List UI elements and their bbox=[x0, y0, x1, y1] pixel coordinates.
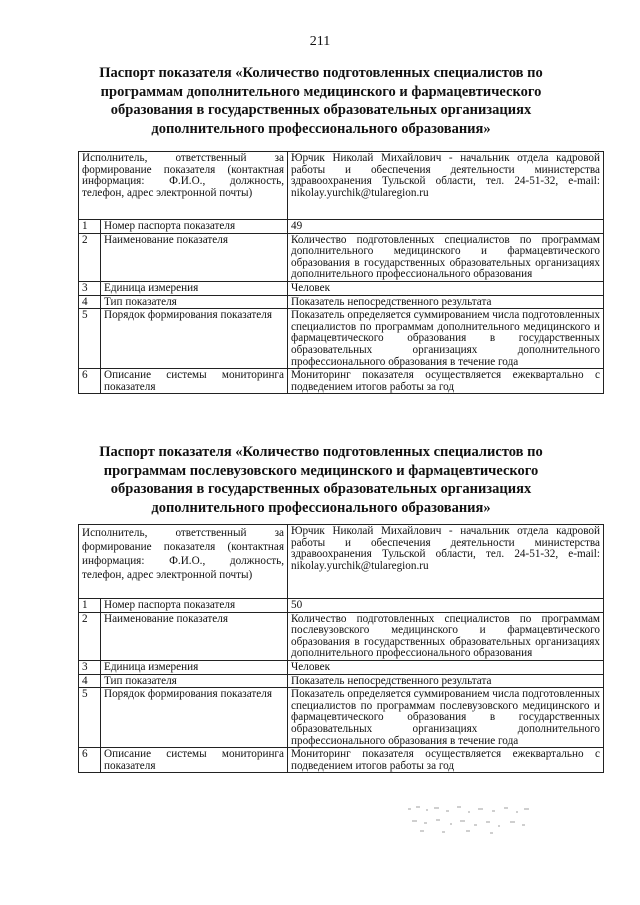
table-row bbox=[79, 369, 604, 394]
row-value: Мониторинг показателя осуществляется ежеквартально с подведением итогов работы за год bbox=[288, 369, 604, 394]
row-label: Тип показателя bbox=[101, 674, 288, 688]
table-row bbox=[79, 612, 604, 660]
executor-value: Юрчик Николай Михайлович - начальник отдела кадровой работы и обеспечения деятельности министерства здравоохранения Тульской области, тел. 24-51-32, e-mail: nikolay.yurchik@tularegion.ru bbox=[288, 152, 604, 220]
passport-table bbox=[78, 151, 604, 394]
row-value: Показатель определяется суммированием числа подготовленных специалистов по программам дополнительного медицинского и фармацевтического образования в государственных образовательных организациях дополнительного профессионального образования в течение года bbox=[288, 309, 604, 369]
row-value: Человек bbox=[288, 281, 604, 295]
passport-table bbox=[78, 524, 604, 773]
table-row bbox=[79, 220, 604, 234]
row-label: Номер паспорта показателя bbox=[101, 220, 288, 234]
table-row bbox=[79, 152, 604, 220]
table-row bbox=[79, 660, 604, 674]
executor-label: Исполнитель, ответственный за формирование показателя (контактная информация: Ф.И.О., должность, телефон, адрес электронной почты) bbox=[79, 525, 288, 599]
passport-title: Паспорт показателя «Количество подготовленных специалистов по программам дополнительного медицинского и фармацевтического образования в государственных образовательных организациях дополнительного профессионального образования» bbox=[99, 65, 543, 137]
row-label: Наименование показателя bbox=[101, 612, 288, 660]
row-number: 1 bbox=[79, 220, 101, 234]
row-number: 2 bbox=[79, 233, 101, 281]
page-number: 211 bbox=[309, 34, 331, 49]
executor-label: Исполнитель, ответственный за формирование показателя (контактная информация: Ф.И.О., должность, телефон, адрес электронной почты) bbox=[79, 152, 288, 220]
row-value: 50 bbox=[288, 599, 604, 613]
row-number: 4 bbox=[79, 295, 101, 309]
table-row bbox=[79, 674, 604, 688]
table-row bbox=[79, 748, 604, 773]
row-value: Показатель непосредственного результата bbox=[288, 674, 604, 688]
row-number: 5 bbox=[79, 688, 101, 748]
executor-value: Юрчик Николай Михайлович - начальник отдела кадровой работы и обеспечения деятельности министерства здравоохранения Тульской области, тел. 24-51-32, e-mail: nikolay.yurchik@tularegion.ru bbox=[288, 525, 604, 599]
faded-stamp-mark bbox=[402, 802, 542, 836]
row-number: 5 bbox=[79, 309, 101, 369]
table-row bbox=[79, 295, 604, 309]
row-value: Показатель непосредственного результата bbox=[288, 295, 604, 309]
row-number: 1 bbox=[79, 599, 101, 613]
row-label: Наименование показателя bbox=[101, 233, 288, 281]
row-number: 6 bbox=[79, 369, 101, 394]
row-number: 3 bbox=[79, 281, 101, 295]
table-row bbox=[79, 281, 604, 295]
row-label: Порядок формирования показателя bbox=[101, 309, 288, 369]
row-value: Количество подготовленных специалистов по программам дополнительного медицинского и фармацевтического образования в государственных образовательных организациях дополнительного профессионального образования bbox=[288, 233, 604, 281]
table-row bbox=[79, 688, 604, 748]
row-value: Человек bbox=[288, 660, 604, 674]
table-row bbox=[79, 599, 604, 613]
row-label: Номер паспорта показателя bbox=[101, 599, 288, 613]
table-row bbox=[79, 525, 604, 599]
row-number: 6 bbox=[79, 748, 101, 773]
table-row bbox=[79, 309, 604, 369]
row-label: Единица измерения bbox=[101, 660, 288, 674]
row-label: Тип показателя bbox=[101, 295, 288, 309]
row-value: Показатель определяется суммированием числа подготовленных специалистов по программам послевузовского медицинского и фармацевтического образования в государственных образовательных организациях дополнительного профессионального образования в течение года bbox=[288, 688, 604, 748]
row-label: Порядок формирования показателя bbox=[101, 688, 288, 748]
row-label: Описание системы мониторинга показателя bbox=[101, 369, 288, 394]
row-value: 49 bbox=[288, 220, 604, 234]
passport-title: Паспорт показателя «Количество подготовленных специалистов по программам послевузовского медицинского и фармацевтического образования в государственных образовательных организациях дополнительного профессионального образования» bbox=[99, 444, 543, 516]
row-number: 3 bbox=[79, 660, 101, 674]
row-value: Мониторинг показателя осуществляется ежеквартально с подведением итогов работы за год bbox=[288, 748, 604, 773]
row-label: Описание системы мониторинга показателя bbox=[101, 748, 288, 773]
row-value: Количество подготовленных специалистов по программам послевузовского медицинского и фармацевтического образования в государственных образовательных организациях дополнительного профессионального образования bbox=[288, 612, 604, 660]
row-label: Единица измерения bbox=[101, 281, 288, 295]
row-number: 4 bbox=[79, 674, 101, 688]
row-number: 2 bbox=[79, 612, 101, 660]
table-row bbox=[79, 233, 604, 281]
